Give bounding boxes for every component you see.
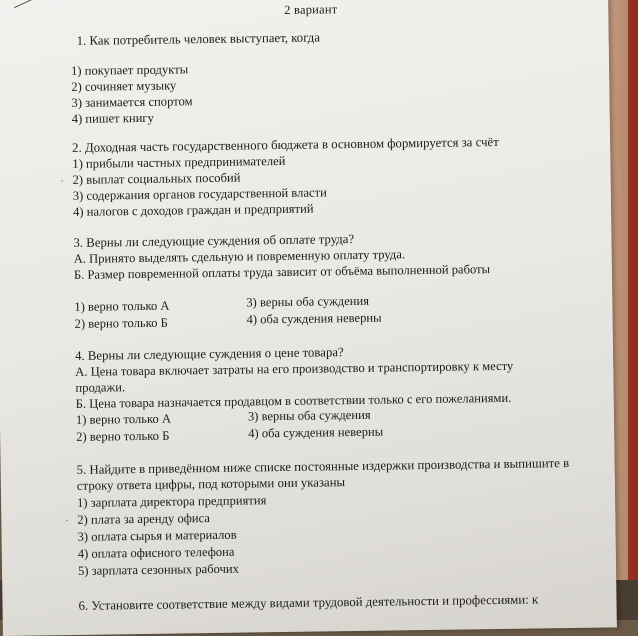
q3-option-2: 2) верно только Б — [74, 315, 168, 331]
q4-option-3: 3) верны оба суждения — [247, 407, 371, 424]
q4-text: 4. Верны ли следующие суждения о цене товара? — [74, 345, 344, 363]
q3-statement-a: А. Принято выделять сдельную и повременную оплату труда. — [73, 247, 406, 266]
q5-option-2: 2) плата за аренду офиса — [77, 511, 211, 527]
q5-option-4: 4) оплата офисного телефона — [77, 544, 235, 561]
q3-statement-b: Б. Размер повременной оплаты труда зависит от объёма выполненной работы — [73, 262, 491, 282]
q4-option-4: 4) оба суждения неверны — [248, 424, 384, 441]
q4-statement-b: Б. Цена товара назначается продавцом в соответствии только с его пожеланиями. — [75, 390, 512, 411]
q4-statement-a-line1: А. Цена товара включает затраты на его производство и транспортировку к месту — [75, 358, 514, 379]
q1-option-1: 1) покупает продукты — [70, 62, 189, 78]
q2-option-4: 4) налогов с доходов граждан и предприятий — [72, 201, 314, 219]
dot-mark-icon: · — [60, 176, 65, 188]
q2-option-2: 2) выплат социальных пособий — [72, 170, 241, 187]
dot-mark-icon: · — [65, 516, 69, 528]
q5-option-1: 1) зарплата директора предприятия — [76, 493, 267, 510]
q1-text: 1. Как потребитель человек выступает, когда — [76, 30, 321, 48]
q5-text-line2: строку ответа цифры, под которыми они указаны — [76, 475, 346, 493]
q3-option-4: 4) оба суждения неверны — [246, 310, 382, 327]
q1-option-3: 3) занимается спортом — [71, 94, 193, 110]
q5-option-5: 5) зарплата сезонных рабочих — [77, 561, 240, 578]
q2-option-3: 3) содержания органов государственной власти — [72, 185, 327, 203]
q3-option-1: 1) верно только А — [74, 298, 170, 314]
q5-option-3: 3) оплата сырья и материалов — [77, 527, 237, 544]
pen-scribble-icon — [12, 0, 52, 10]
q5-text-line1: 5. Найдите в приведённом ниже списке постоянные издержки производства и выпишите в — [76, 456, 570, 477]
q2-text: 2. Доходная часть государственного бюджета в основном формируется за счёт — [72, 134, 499, 155]
variant-heading: 2 вариант — [284, 2, 338, 17]
q3-text: 3. Верны ли следующие суждения об оплате труда? — [73, 231, 355, 250]
q1-option-4: 4) пишет книгу — [71, 110, 154, 126]
q4-option-1: 1) верно только А — [75, 411, 172, 427]
q3-option-3: 3) верны оба суждения — [246, 293, 370, 310]
q2-option-1: 1) прибыли частных предпринимателей — [72, 153, 286, 171]
q4-statement-a-line2: продажи. — [75, 380, 126, 395]
q1-option-2: 2) сочиняет музыку — [71, 78, 177, 94]
q4-option-2: 2) верно только Б — [76, 428, 170, 444]
q6-text: 6. Установите соответствие между видами трудовой деятельности и профессиями: к — [78, 592, 539, 613]
